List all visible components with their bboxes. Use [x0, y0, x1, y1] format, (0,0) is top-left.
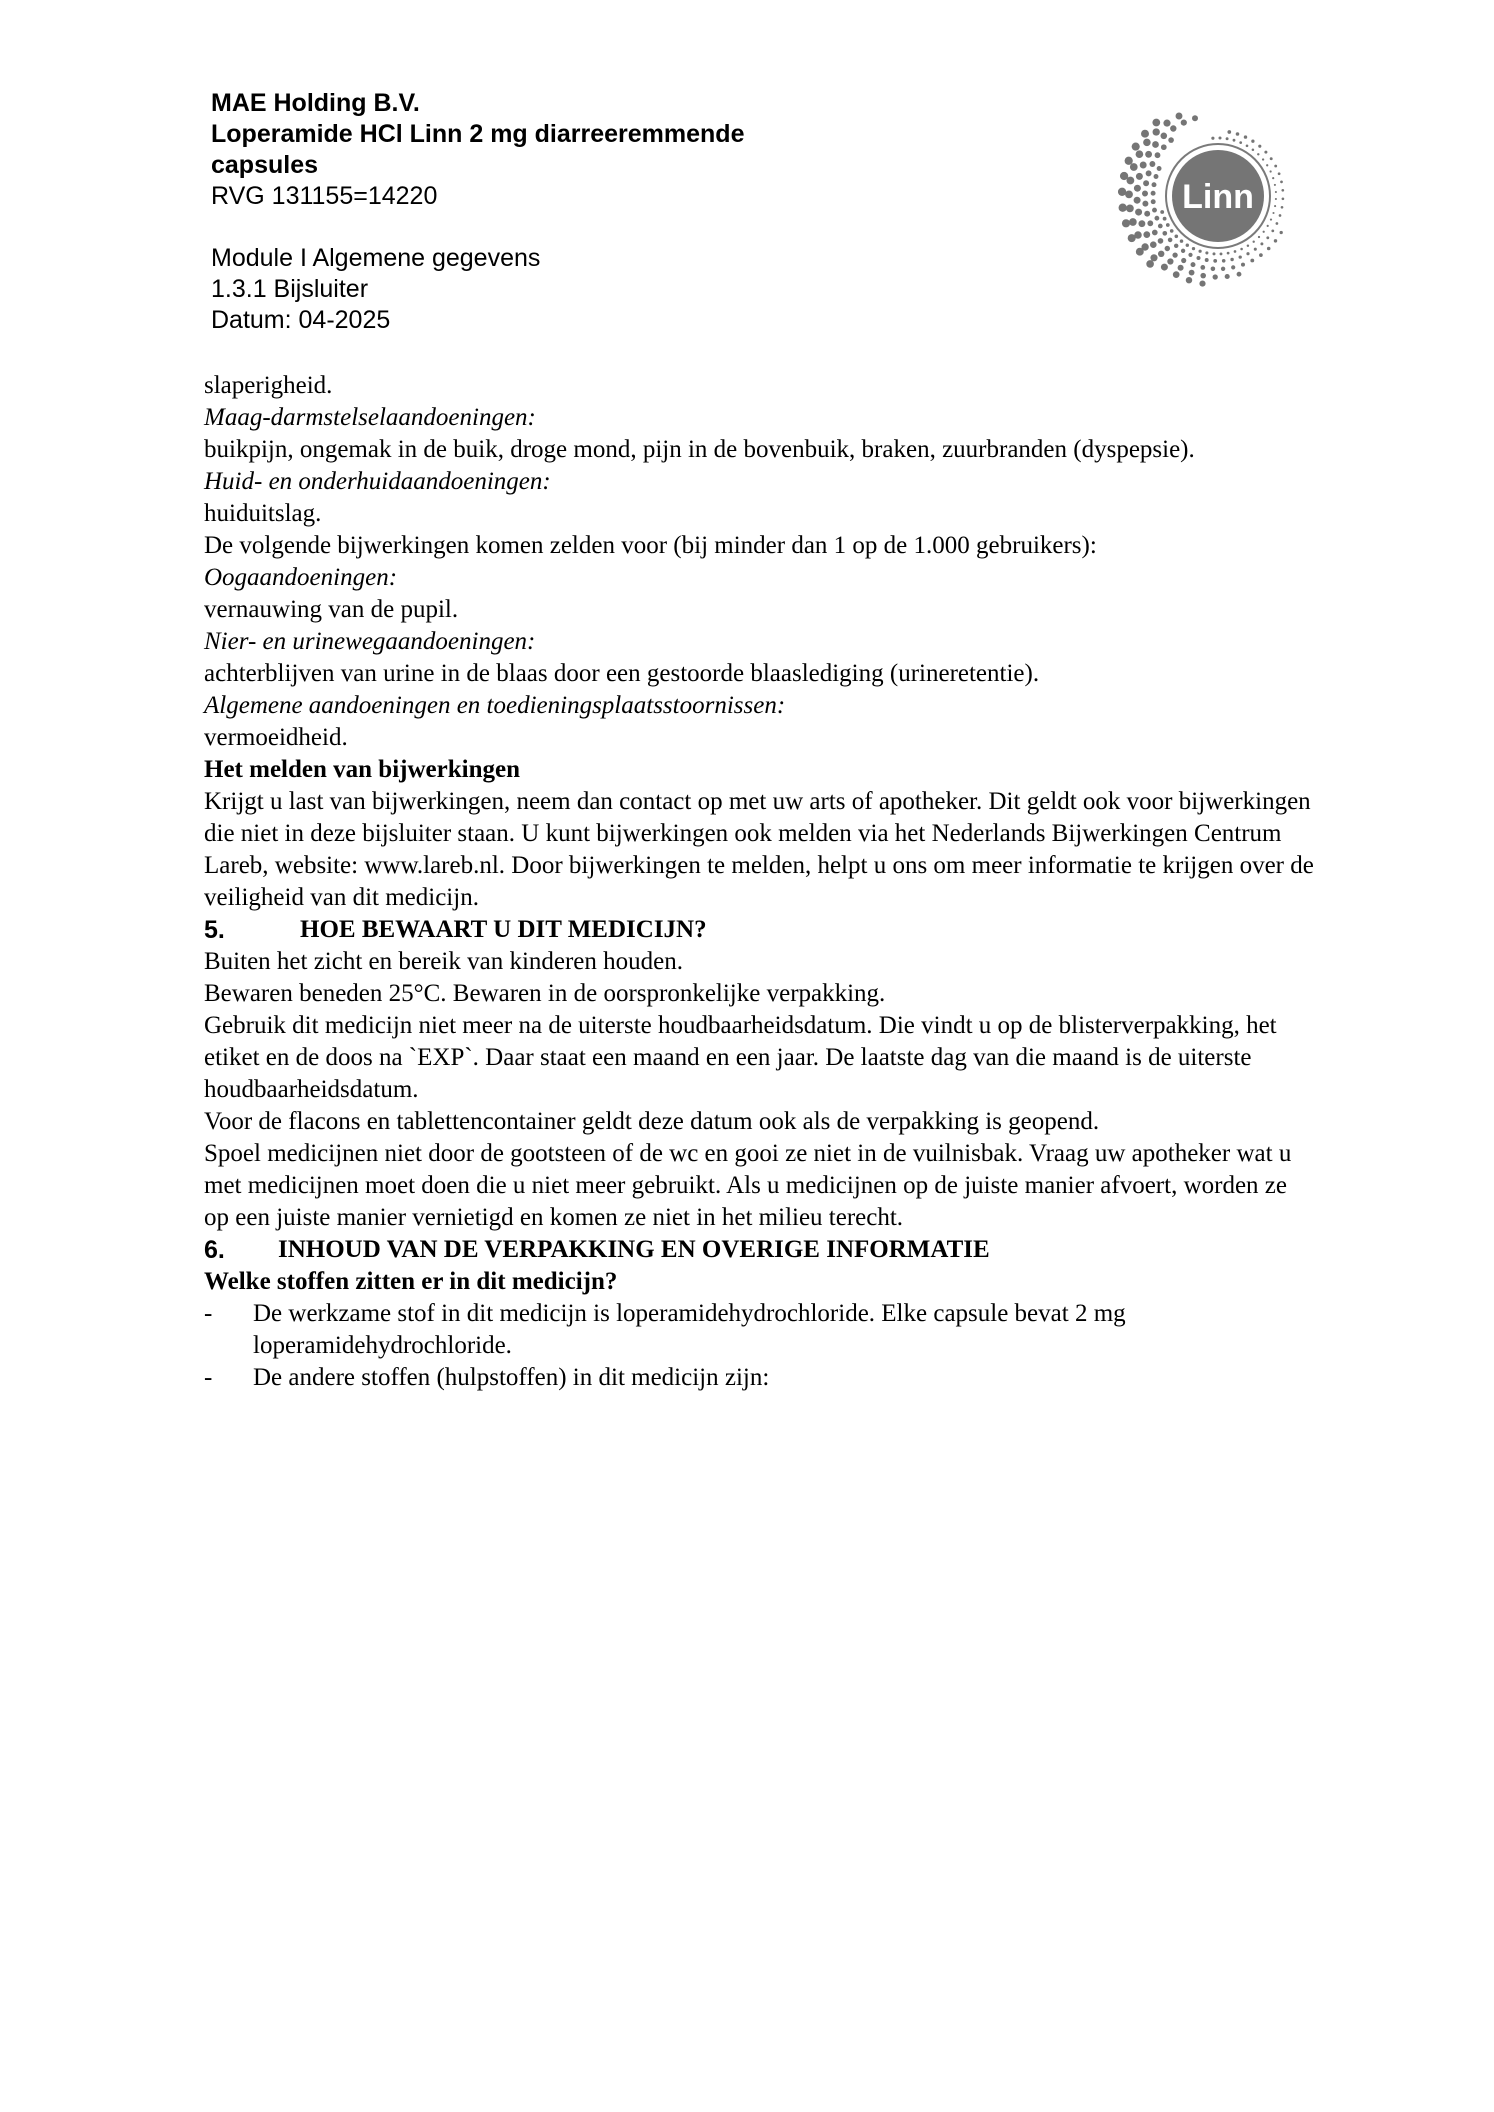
reporting-heading: Het melden van bijwerkingen: [204, 756, 520, 783]
eye-disorders-text: vernauwing van de pupil.: [204, 596, 459, 623]
date-line: Datum: 04-2025: [211, 306, 391, 334]
rare-intro-paragraph: De volgende bijwerkingen komen zelden voor (bij minder dan 1 op de 1.000 gebruikers):: [204, 532, 1097, 559]
intro-fragment: slaperigheid.: [204, 372, 333, 399]
general-disorders-heading: Algemene aandoeningen en toedieningsplaatsstoornissen:: [204, 692, 786, 719]
reporting-text: Krijgt u last van bijwerkingen, neem dan contact op met uw arts of apotheker. Dit geldt ook voor bijwerkingen die niet in deze bijsluiter staan. U kunt bijwerkingen ook melden via het Nederlands Bijwerkingen Centrum Lareb, website: www.lareb.nl. Door bijwerkingen te melden, helpt u ons om meer informatie te krijgen over de veiligheid van dit medicijn.: [204, 788, 1314, 911]
eye-disorders-group: [204, 562, 1316, 626]
module-line: Module I Algemene gegevens: [211, 244, 541, 272]
disposal-paragraph: Spoel medicijnen niet door de gootsteen of de wc en gooi ze niet in de vuilnisbak. Vraag uw apotheker wat u met medicijnen moet doen die u niet meer gebruikt. Als u medicijnen op de juiste manier afvoert, worden ze op een juiste manier vernietigd en komen ze niet in het milieu terecht.: [204, 1140, 1292, 1231]
section-6-heading: [204, 1234, 1316, 1266]
document-header: [211, 88, 851, 336]
ingredient-bullet-1: [204, 1298, 1316, 1362]
section-5-heading: [204, 914, 1316, 946]
storage-paragraph-1: Buiten het zicht en bereik van kinderen houden.: [204, 948, 684, 975]
general-disorders-group: [204, 690, 1316, 754]
gi-disorders-group: [204, 402, 1316, 466]
company-name: MAE Holding B.V.: [211, 89, 420, 117]
rvg-number: RVG 131155=14220: [211, 182, 438, 210]
renal-disorders-heading: Nier- en urinewegaandoeningen:: [204, 628, 536, 655]
product-title: Loperamide HCl Linn 2 mg diarreeremmende capsules: [211, 120, 745, 179]
ingredient-bullet-2-text: De andere stoffen (hulpstoffen) in dit medicijn zijn:: [253, 1364, 770, 1391]
bijsluiter-line: 1.3.1 Bijsluiter: [211, 275, 369, 303]
linn-logo-svg: [1118, 96, 1318, 296]
section-6-number: 6.: [204, 1236, 225, 1264]
reporting-section: [204, 754, 1316, 914]
skin-disorders-group: [204, 466, 1316, 530]
section-6-title: INHOUD VAN DE VERPAKKING EN OVERIGE INFORMATIE: [278, 1236, 990, 1263]
linn-logo: [1118, 96, 1318, 296]
ingredient-bullet-2: [204, 1362, 1316, 1394]
bullet-dash-icon: -: [204, 1364, 213, 1391]
renal-disorders-text: achterblijven van urine in de blaas door een gestoorde blaaslediging (urineretentie).: [204, 660, 1040, 687]
general-disorders-text: vermoeidheid.: [204, 724, 348, 751]
gi-disorders-heading: Maag-darmstelselaandoeningen:: [204, 404, 536, 431]
eye-disorders-heading: Oogaandoeningen:: [204, 564, 398, 591]
skin-disorders-text: huiduitslag.: [204, 500, 322, 527]
ingredients-subheading: Welke stoffen zitten er in dit medicijn?: [204, 1268, 618, 1295]
ingredient-bullet-1-text: De werkzame stof in dit medicijn is loperamidehydrochloride. Elke capsule bevat 2 mg loperamidehydrochloride.: [253, 1300, 1126, 1359]
header-spacer: [211, 212, 851, 243]
storage-paragraph-2: Bewaren beneden 25°C. Bewaren in de oorspronkelijke verpakking.: [204, 980, 886, 1007]
gi-disorders-text: buikpijn, ongemak in de buik, droge mond, pijn in de bovenbuik, braken, zuurbranden (dyspepsie).: [204, 436, 1195, 463]
storage-paragraph-4: Voor de flacons en tablettencontainer geldt deze datum ook als de verpakking is geopend.: [204, 1108, 1100, 1135]
skin-disorders-heading: Huid- en onderhuidaandoeningen:: [204, 468, 551, 495]
bullet-dash-icon: -: [204, 1300, 213, 1327]
storage-paragraph-3: Gebruik dit medicijn niet meer na de uiterste houdbaarheidsdatum. Die vindt u op de blisterverpakking, het etiket en de doos na `EXP`. Daar staat een maand en een jaar. De laatste dag van die maand is de uiterste houdbaarheidsdatum.: [204, 1012, 1277, 1103]
section-5-title: HOE BEWAART U DIT MEDICIJN?: [300, 916, 707, 943]
linn-logo-label: Linn: [1182, 178, 1254, 216]
leaflet-body: [204, 370, 1316, 1394]
section-5-number: 5.: [204, 916, 225, 944]
renal-disorders-group: [204, 626, 1316, 690]
